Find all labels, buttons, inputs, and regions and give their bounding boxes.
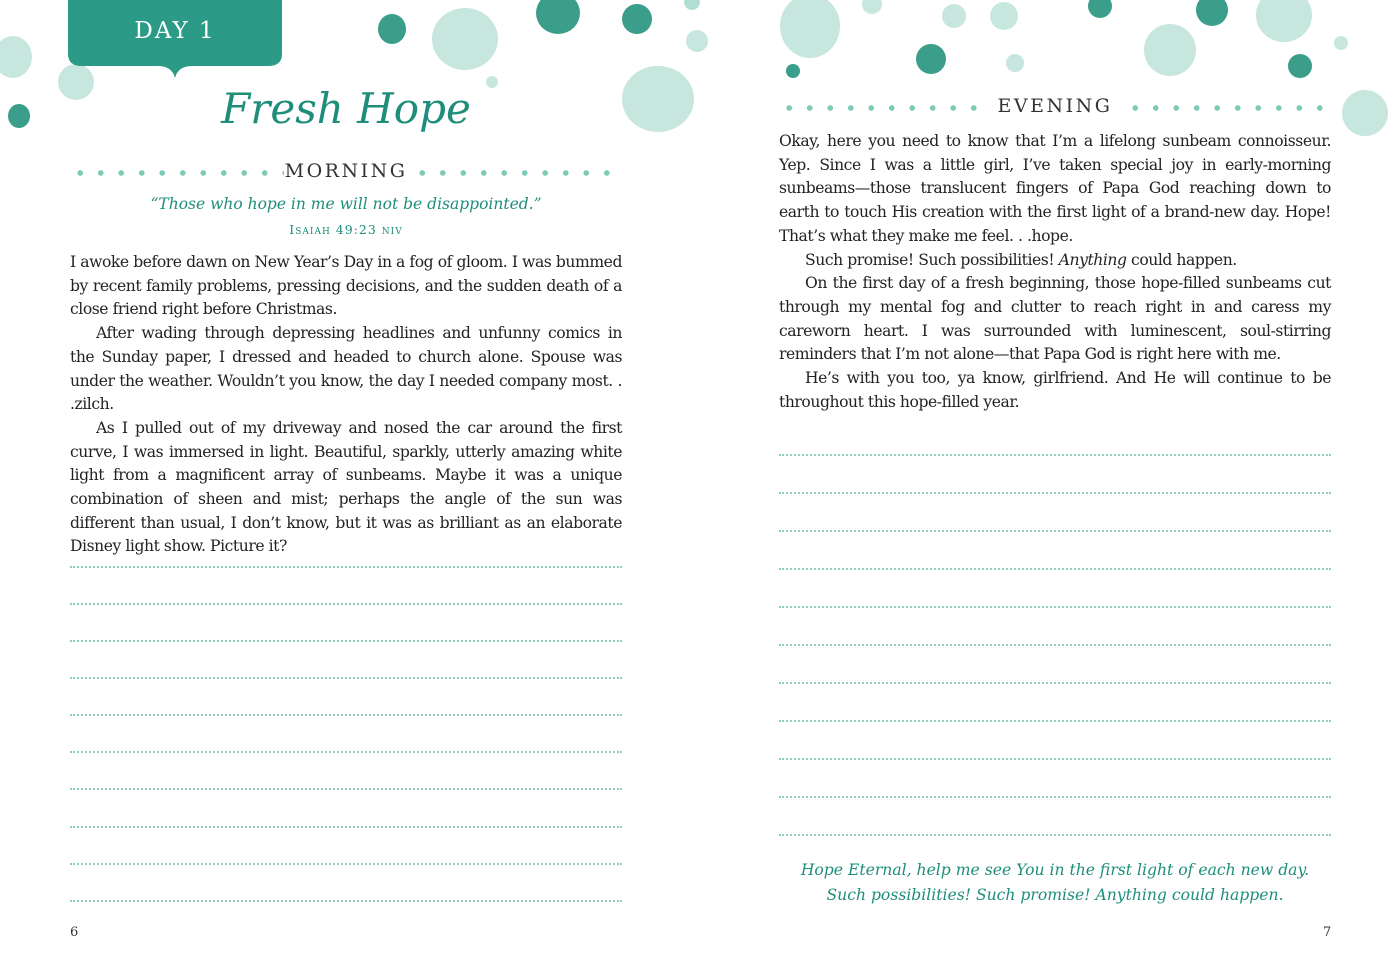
writing-line [779,682,1331,684]
paragraph: As I pulled out of my driveway and nosed the car around the first curve, I was immersed in light. Beautiful, sparkly, utterly amazing white light from a magnificent array of sunbeams. Maybe it was a unique combination of sheen and mist; perhaps the angle of the sun was different than usual, I don’t know, but it was as brilliant as an elaborate Disney light show. Picture it? [70,418,622,556]
writing-line [70,714,622,716]
promise-text-end: could happen. [1126,250,1237,269]
writing-line [70,566,622,568]
decorative-dot [8,104,30,128]
writing-line [70,826,622,828]
writing-line [70,640,622,642]
writing-line [779,492,1331,494]
promise-emphasis: Anything [1058,250,1127,269]
dotted-rule-left [779,104,985,112]
dotted-rule-left [70,169,284,177]
section-label: EVENING [997,95,1113,117]
morning-body [70,251,622,559]
section-label: MORNING [284,160,408,182]
writing-line [779,530,1331,532]
decorative-dot [536,0,580,34]
day-tab-label: DAY 1 [134,18,216,44]
dotted-rule-right [412,169,624,177]
writing-line [70,788,622,790]
writing-line [779,454,1331,456]
verse-reference [70,222,622,237]
paragraph: I awoke before dawn on New Year’s Day in a fog of gloom. I was bummed by recent family problems, pressing decisions, and the sudden death of a close friend right before Christmas. [70,253,622,319]
writing-line [70,603,622,605]
paragraph: Okay, here you need to know that I’m a lifelong sunbeam connoisseur. Yep. Since I was a little girl, I’ve taken special joy in early-morning sunbeams—those translucent fingers of Papa God reaching down to earth to touch His creation with the first light of a brand-new day. Hope! That’s what they make me feel. . .hope. [779,132,1331,245]
decorative-dot [622,66,694,132]
dotted-rule-right [1125,104,1331,112]
writing-line [70,863,622,865]
decorative-dot [0,36,32,78]
paragraph: On the first day of a fresh beginning, those hope-filled sunbeams cut through my mental fog and clutter to reach right in and caress my careworn heart. I was surrounded with luminescent, soul-stirring reminders that I’m not alone—that Papa God is right here with me. [779,274,1331,364]
writing-line [779,758,1331,760]
day-tab [68,0,282,80]
decorative-dot [684,0,700,10]
promise-text: Such promise! Such possibilities! [805,250,1059,269]
page-number: 7 [1323,925,1332,940]
verse-quote: “Those who hope in me will not be disappointed.” [150,195,542,213]
writing-line [779,834,1331,836]
writing-line [779,720,1331,722]
section-header-evening [779,95,1331,123]
writing-line [70,677,622,679]
writing-line [70,900,622,902]
writing-line [70,751,622,753]
writing-line [779,796,1331,798]
prayer-line: Such possibilities! Such promise! Anything could happen. [826,885,1284,904]
writing-line [779,644,1331,646]
page-number: 6 [70,925,79,940]
prayer-line: Hope Eternal, help me see You in the first light of each new day. [800,861,1310,879]
verse-reference-text: Isaiah 49:23 niv [289,222,403,237]
evening-body [779,130,1331,414]
writing-line [779,568,1331,570]
decorative-dot [432,8,498,70]
paragraph-promise [779,249,1331,273]
paragraph: He’s with you too, ya know, girlfriend. And He will continue to be throughout this hope-filled year. [779,369,1331,411]
section-header-morning [70,160,622,188]
decorative-dot [378,14,406,44]
decorative-dot [622,4,652,34]
page-title: Fresh Hope [221,84,471,133]
paragraph: After wading through depressing headlines and unfunny comics in the Sunday paper, I dressed and headed to church alone. Spouse was under the weather. Wouldn’t you know, the day I needed company most. . .zilch. [70,324,622,414]
writing-line [779,606,1331,608]
closing-prayer [779,858,1331,907]
